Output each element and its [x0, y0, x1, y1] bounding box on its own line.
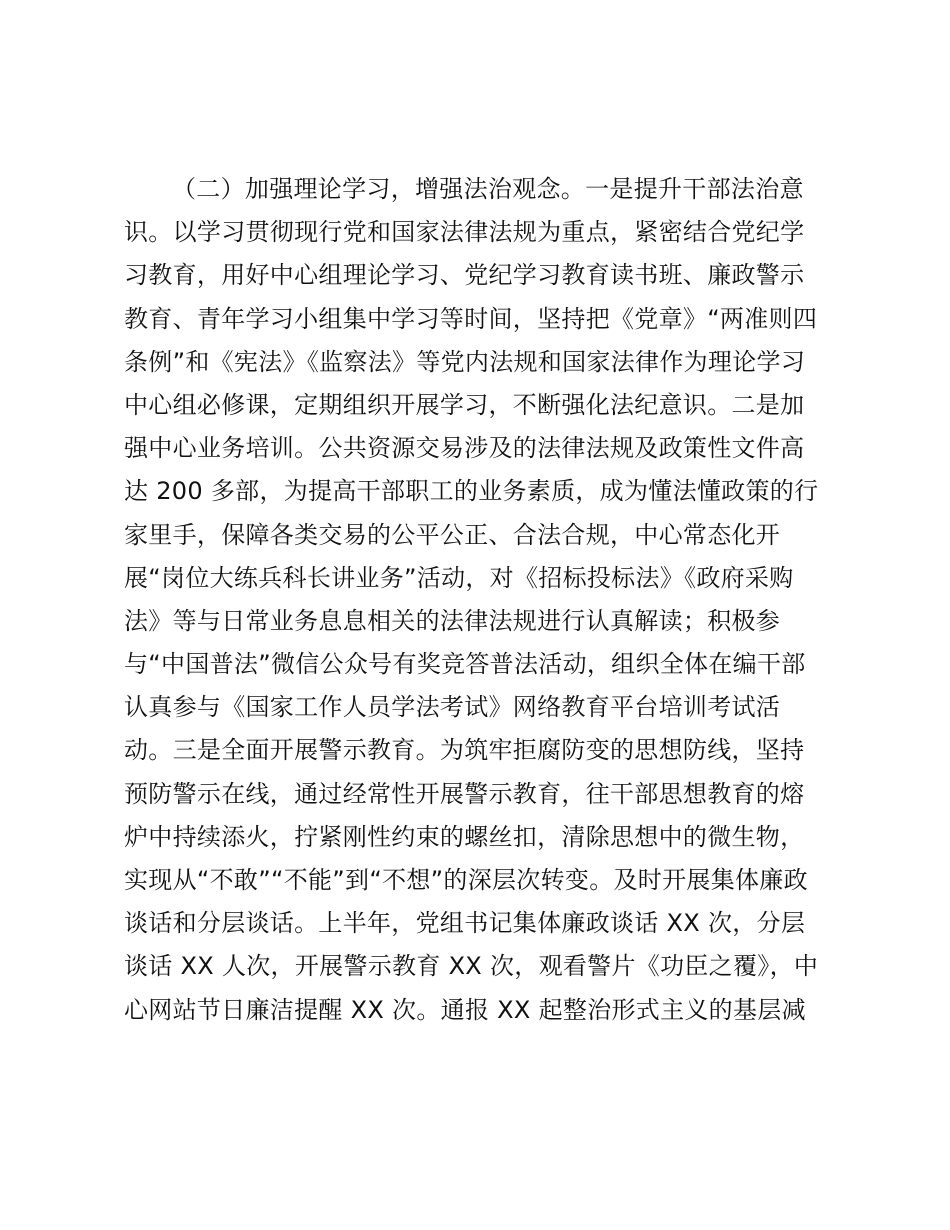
text-line: 教育、青年学习小组集中学习等时间，坚持把《党章》“两准则四: [124, 304, 818, 333]
text-line: 谈话 XX 人次，开展警示教育 XX 次，观看警片《功臣之覆》，中: [124, 952, 819, 981]
text-line: （二）加强理论学习，增强法治观念。一是提升干部法治意: [172, 175, 804, 203]
text-line: 展“岗位大练兵科长讲业务”活动，对《招标投标法》《政府采购: [124, 563, 794, 592]
text-line: 家里手，保障各类交易的公平公正、合法合规，中心常态化开: [124, 520, 781, 549]
text-line: 达 200 多部，为提高干部职工的业务素质，成为懂法懂政策的行: [124, 477, 819, 506]
paragraph-body: [124, 168, 840, 1032]
text-line: 条例”和《宪法》《监察法》等党内法规和国家法律作为理论学习: [124, 347, 806, 376]
text-line: 炉中持续添火，拧紧刚性约束的螺丝扣，清除思想中的微生物，: [124, 822, 805, 851]
text-line: 认真参与《国家工作人员学法考试》网络教育平台培训考试活: [124, 693, 781, 722]
text-line: 强中心业务培训。公共资源交易涉及的法律法规及政策性文件高: [124, 434, 805, 463]
text-line: 动。三是全面开展警示教育。为筑牢拒腐防变的思想防线，坚持: [124, 736, 805, 765]
text-line: 识。以学习贯彻现行党和国家法律法规为重点，紧密结合党纪学: [124, 218, 805, 247]
text-line: 谈话和分层谈话。上半年，党组书记集体廉政谈话 XX 次，分层: [124, 909, 806, 938]
text-line: 实现从“不敢”“不能”到“不想”的深层次转变。及时开展集体廉政: [124, 866, 808, 894]
text-line: 预防警示在线，通过经常性开展警示教育，往干部思想教育的熔: [124, 779, 805, 808]
text-line: 习教育，用好中心组理论学习、党纪学习教育读书班、廉政警示: [124, 261, 805, 290]
text-line: 心网站节日廉洁提醒 XX 次。通报 XX 起整治形式主义的基层减: [124, 995, 806, 1024]
text-line: 与“中国普法”微信公众号有奖竞答普法活动，组织全体在编干部: [124, 650, 806, 679]
text-line: 中心组必修课，定期组织开展学习，不断强化法纪意识。二是加: [124, 390, 805, 419]
text-line: 法》等与日常业务息息相关的法律法规进行认真解读；积极参: [124, 606, 781, 635]
